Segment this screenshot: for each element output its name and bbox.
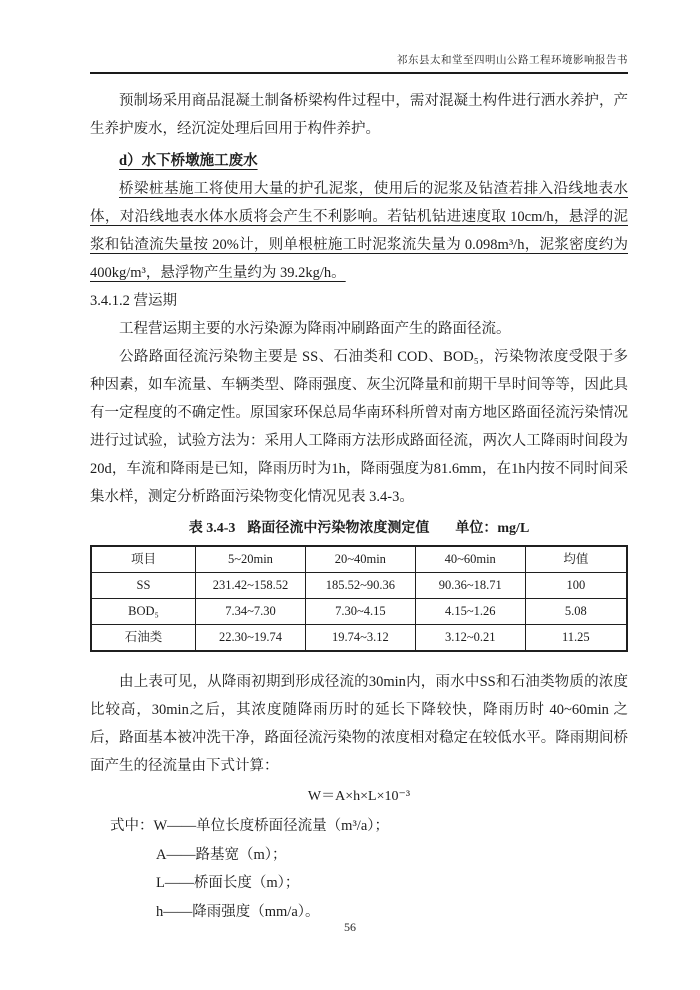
table-cell: 22.30~19.74 <box>196 625 306 652</box>
table-row-ss <box>91 573 627 599</box>
paragraph-runoff-pollutants: 公路路面径流污染物主要是 SS、石油类和 COD、BOD₅，污染物浓度受限于多种因素，如车流量、车辆类型、降雨强度、灰尘沉降量和前期干旱时间等等，因此具有一定程度的不确定性。原国家环保总局华南环科所曾对南方地区路面径流污染情况进行过试验，试验方法为：采用人工降雨方法形成路面径流，两次人工降雨时间段为20d，车流和降雨是已知，降雨历时为1h，降雨强度为81.6mm，在1h内按不同时间采集水样，测定分析路面污染物变化情况见表 3.4-3。 <box>90 349 628 505</box>
table-cell: 石油类 <box>91 625 196 652</box>
runoff-formula: W＝A×h×L×10⁻³ <box>307 789 411 804</box>
table-cell: BOD₅ <box>91 599 196 625</box>
table-cell: 100 <box>525 573 627 599</box>
table-header-row <box>91 546 627 573</box>
heading-operation-period: 3.4.1.2 营运期 <box>90 293 177 309</box>
page-header <box>90 52 628 74</box>
table-caption <box>90 518 628 540</box>
table-cell: 231.42~158.52 <box>196 573 306 599</box>
table-caption-unit: 单位：mg/L <box>455 521 530 536</box>
table-cell: 185.52~90.36 <box>305 573 415 599</box>
table-cell: 3.12~0.21 <box>415 625 525 652</box>
paragraph-pile-slurry: 桥梁桩基施工将使用大量的护孔泥浆，使用后的泥浆及钻渣若排入沿线地表水体，对沿线地表水体水质将会产生不利影响。若钻机钻进速度取 10cm/h，悬浮的泥浆和钻渣流失量按 20%计，则单根桩施工时泥浆流失量为 0.098m³/h，泥浆密度约为400kg/m³，悬浮物产生量约为 39.2kg/h。 <box>90 181 628 281</box>
table-header-40-60min: 40~60min <box>415 546 525 573</box>
table-header-5-20min: 5~20min <box>196 546 306 573</box>
table-cell: 7.34~7.30 <box>196 599 306 625</box>
heading-underwater-pier-wastewater: d）水下桥墩施工废水 <box>119 153 258 169</box>
table-cell: SS <box>91 573 196 599</box>
definition-w: 式中：W——单位长度桥面径流量（m³/a）； <box>110 818 390 834</box>
page-number: 56 <box>344 920 356 934</box>
table-cell: 5.08 <box>525 599 627 625</box>
table-cell: 90.36~18.71 <box>415 573 525 599</box>
paragraph-table-discussion: 由上表可见，从降雨初期到形成径流的30min内，雨水中SS和石油类物质的浓度比较高，30min之后，其浓度随降雨历时的延长下降较快，降雨历时 40~60min 之后，路面基本被冲洗干净，路面径流污染物的浓度相对稳定在较低水平。降雨期间桥面产生的径流量由下式计算： <box>90 674 628 774</box>
definition-l: L——桥面长度（m）； <box>156 875 300 891</box>
paragraph-runoff-source: 工程营运期主要的水污染源为降雨冲刷路面产生的路面径流。 <box>119 321 511 337</box>
table-cell: 7.30~4.15 <box>305 599 415 625</box>
definition-a: A——路基宽（m）； <box>156 846 287 863</box>
table-row-petroleum <box>91 625 627 652</box>
table-cell: 19.74~3.12 <box>305 625 415 652</box>
table-cell: 11.25 <box>525 625 627 652</box>
table-cell: 4.15~1.26 <box>415 599 525 625</box>
pollutant-concentration-table <box>90 545 628 652</box>
header-title: 祁东县太和堂至四明山公路工程环境影响报告书 <box>397 55 628 66</box>
table-caption-label: 表 3.4-3 <box>188 521 236 536</box>
table-row-bod5 <box>91 599 627 625</box>
table-caption-title: 路面径流中污染物浓度测定值 <box>247 521 430 536</box>
table-header-item: 项目 <box>91 546 196 573</box>
table-header-mean: 均值 <box>525 546 627 573</box>
definition-h: h——降雨强度（mm/a）。 <box>156 903 320 920</box>
table-header-20-40min: 20~40min <box>305 546 415 573</box>
paragraph-precast-curing: 预制场采用商品混凝土制备桥梁构件过程中，需对混凝土构件进行洒水养护，产生养护废水，经沉淀处理后回用于构件养护。 <box>90 93 628 137</box>
